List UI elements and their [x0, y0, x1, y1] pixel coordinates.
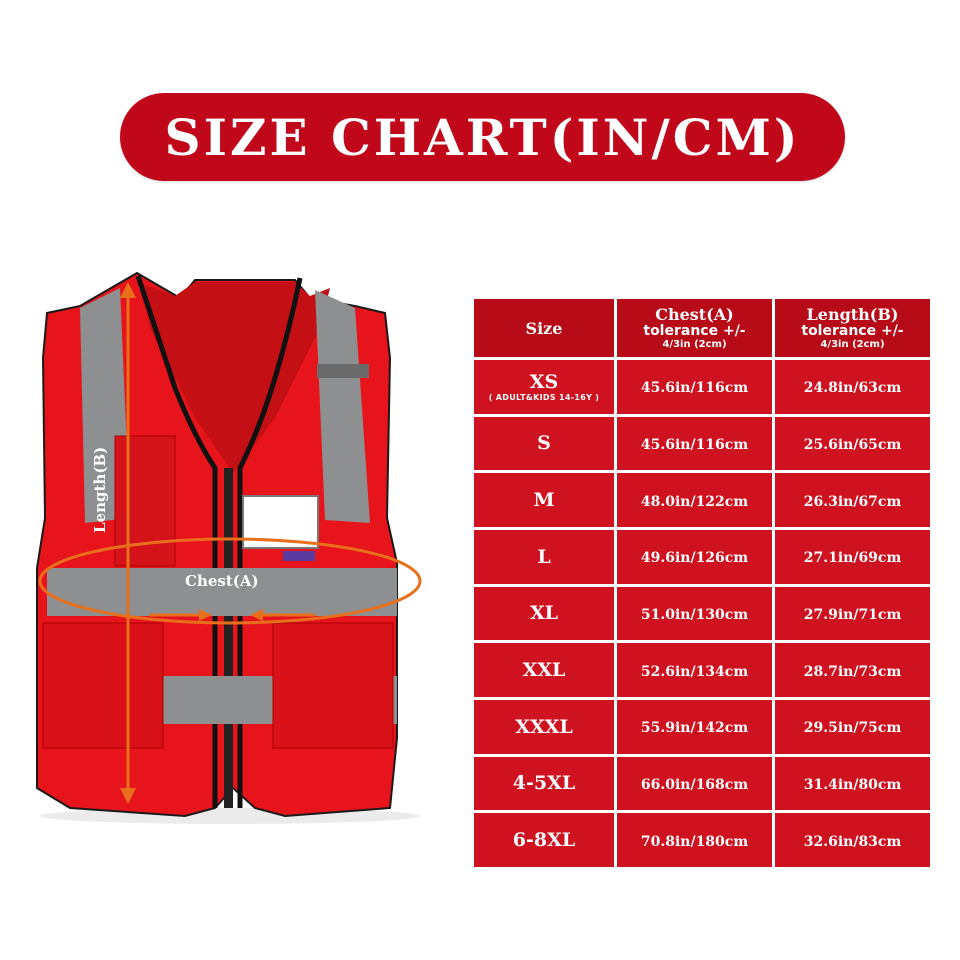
chest-cell	[617, 643, 772, 697]
length-value: 24.8in/63cm	[803, 380, 902, 397]
chest-cell	[617, 530, 772, 584]
header-size: Size	[474, 299, 614, 357]
length-cell	[775, 700, 930, 754]
title-banner	[120, 93, 845, 181]
table-row	[474, 417, 930, 471]
length-value: 27.1in/69cm	[803, 550, 902, 567]
size-cell	[474, 417, 614, 471]
header-length: Length(B) tolerance +/- 4/3in (2cm)	[775, 299, 930, 357]
size-note: ( ADULT&KIDS 14-16Y )	[488, 393, 600, 403]
chest-cell	[617, 700, 772, 754]
length-value: 27.9in/71cm	[803, 606, 902, 623]
size-label: XL	[529, 602, 559, 625]
table-row	[474, 757, 930, 811]
chest-cell	[617, 587, 772, 641]
size-label: L	[537, 545, 551, 568]
size-label: 4-5XL	[512, 772, 576, 795]
chest-value: 49.6in/126cm	[640, 550, 749, 567]
size-label: XXL	[522, 659, 566, 682]
size-cell	[474, 643, 614, 697]
chest-cell	[617, 360, 772, 414]
size-cell	[474, 587, 614, 641]
vest-illustration	[25, 268, 435, 828]
length-value: 28.7in/73cm	[803, 663, 902, 680]
chest-value: 70.8in/180cm	[640, 833, 749, 850]
table-row	[474, 587, 930, 641]
size-label: XS	[529, 371, 559, 394]
size-cell	[474, 360, 614, 414]
chest-value: 66.0in/168cm	[640, 776, 749, 793]
length-value: 32.6in/83cm	[803, 833, 902, 850]
table-row	[474, 360, 930, 414]
size-table	[471, 296, 933, 870]
chest-value: 55.9in/142cm	[640, 720, 749, 737]
chest-cell	[617, 473, 772, 527]
length-cell	[775, 587, 930, 641]
length-cell	[775, 757, 930, 811]
size-label: M	[533, 489, 555, 512]
chest-value: 45.6in/116cm	[640, 436, 749, 453]
header-chest: Chest(A) tolerance +/- 4/3in (2cm)	[617, 299, 772, 357]
chest-cell	[617, 417, 772, 471]
length-value: 31.4in/80cm	[803, 776, 902, 793]
table-row	[474, 530, 930, 584]
length-cell	[775, 417, 930, 471]
length-cell	[775, 360, 930, 414]
size-cell	[474, 700, 614, 754]
table-row	[474, 643, 930, 697]
length-cell	[775, 530, 930, 584]
chest-value: 51.0in/130cm	[640, 606, 749, 623]
size-cell	[474, 813, 614, 867]
table-row	[474, 700, 930, 754]
chest-cell	[617, 757, 772, 811]
size-cell	[474, 473, 614, 527]
length-value: 29.5in/75cm	[803, 720, 902, 737]
length-cell	[775, 813, 930, 867]
chest-label: Chest(A)	[185, 572, 259, 590]
length-cell	[775, 643, 930, 697]
chest-cell	[617, 813, 772, 867]
chest-value: 52.6in/134cm	[640, 663, 749, 680]
table-row	[474, 473, 930, 527]
size-label: S	[537, 432, 551, 455]
length-cell	[775, 473, 930, 527]
size-cell	[474, 530, 614, 584]
size-cell	[474, 757, 614, 811]
chest-value: 48.0in/122cm	[640, 493, 749, 510]
page-title: SIZE CHART(IN/CM)	[164, 107, 801, 167]
chest-value: 45.6in/116cm	[640, 380, 749, 397]
size-label: XXXL	[515, 715, 573, 738]
length-label: Length(B)	[91, 446, 109, 533]
table-header-row	[474, 299, 930, 357]
length-value: 26.3in/67cm	[803, 493, 902, 510]
length-value: 25.6in/65cm	[803, 436, 902, 453]
table-row	[474, 813, 930, 867]
size-label: 6-8XL	[512, 829, 576, 852]
